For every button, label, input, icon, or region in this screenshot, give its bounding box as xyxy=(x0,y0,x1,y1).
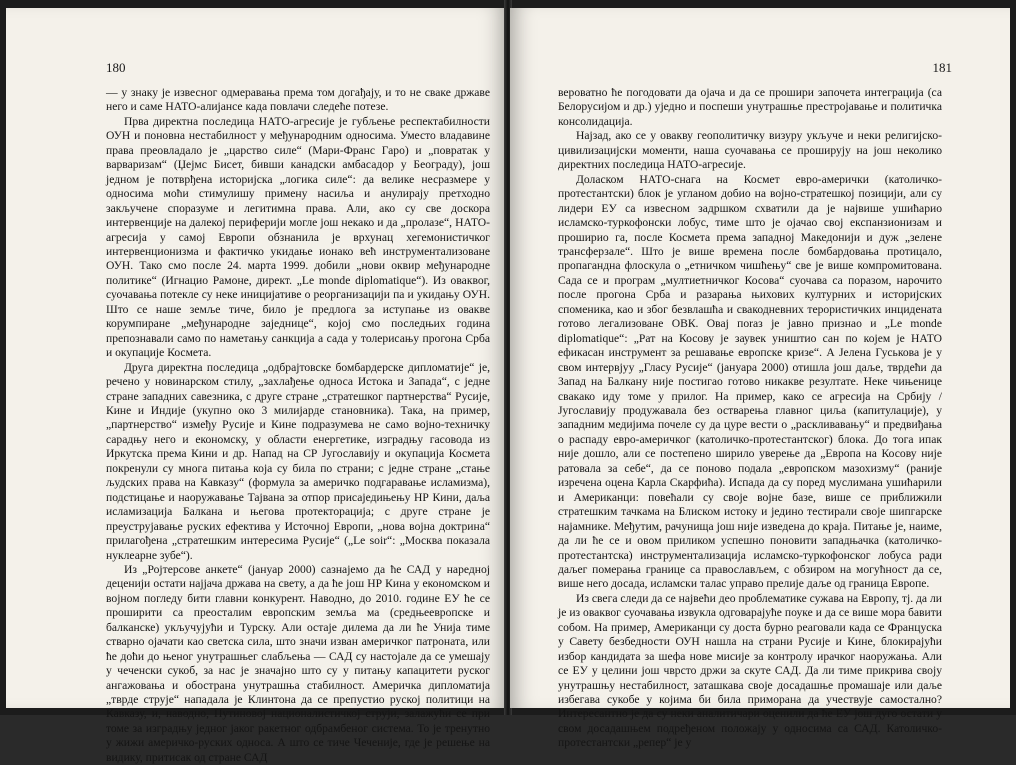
page-body xyxy=(558,86,942,751)
paragraph: Прва директна последица НАТО-агресије је губљење респектабилности ОУН и поновна нестабилност у међународним односима. Уместо владавине права преовладало је „царство силе“ (Мари-Франс Гаро) и „повратак у варваризам“ (Џејмс Бисет, бивши канадски амбасадор у Београду), још једном је потврђена историјска „логика силе“: да велике несразмере у односима моћи стимулишу примену насиља и анулирају претходно закључене споразуме и легитимна права. Али, ако су све доскора интервенције на далекој периферији могле још некако и да „пролазе“, НАТО-агресија у самој Европи обзнанила је врхунац хегемонистичког интервенционизма и фактичко укидање ионако већ инструментализоване ОУН. Тако смо после 24. марта 1999. добили „нови оквир међународне политике“ (Игнацио Рамоне, директ. „Le monde diplomatique“). Из оваквог, суочавања потекле су неке иницијативе о реорганизацији па и укидању ОУН. Што се наше земље тиче, било је предлога за иступање из овакве корумпиране „међународне заједнице“, којој смо последњих година препознавали само по наметању санкција а сада у толерисању прогона Срба и окупације Космета. xyxy=(106,114,490,360)
left-page xyxy=(6,8,506,764)
paragraph: Из свега следи да се највећи део проблематике сужава на Европу, тј. да ли је из оваквог суочавања извукла одговарајуће поуке и да се више мора бавити собом. На пример, Американци су доста бурно реаговали када се Француска у Савету безбедности ОУН нашла на страни Русије и Кине, блокирајући избор кандидата за шефа нове мисије за контролу ирачког наоружања. Али се ЕУ у целини још чврсто држи за скуте САД. Да ли тиме прикрива своју унутрашњу нестабилност, заташкава своје досадашње промашаје или даље избегава сукобе у којима би била приморана да учествује самостално? Интересантно је да су неки аналитичари оценили да ће ЕУ још дуго остати у свом досадашњем подређеном положају у односима са САД. Католичко-протестантски „репер“ је у xyxy=(558,591,942,750)
page-number: 181 xyxy=(932,60,952,75)
paragraph: Најзад, ако се у овакву геополитичку визуру укључе и неки религијско-цивилизацијски моменти, наша суочавања се проширују на још неколико директних последица НАТО-агресије. xyxy=(558,129,942,172)
paragraph: Друга директна последица „одбрајтовске бомбардерске дипломатије“ је, речено у новинарском стилу, „захлађење односа Истока и Запада“, с једне стране западних савезника, с друге стране „стратешког партнерства“ Русије, Кине и Индије (укупно око 3 милијарде становника). Така, на пример, „партнерство“ између Русије и Кине подразумева не само војно-техничку сарадњу него и економску, у области енергетике, изградњу гасовода из Иркутска према Кини и др. Напад на СР Југославију и окупација Космета покренули су многа питања која су била по страни; с једне стране „стање људских права на Кавказу“ (формула за америчко подгаравање исламизма), подстицање и наоружавање Тајвана за отпор присаједињењу НР Кини, даља исламизација Балкана и његова протекторација; с друге стране је преуструјавање руских ефектива у Источној Европи, „нова војна доктрина“ прилагођена „стратешким интересима Русије“ („Le soir“: „Москва показала нуклеарне зубе“). xyxy=(106,360,490,562)
right-page xyxy=(510,8,1010,750)
paragraph: Доласком НАТО-снага на Космет евро-амерички (католичко-протестантски) блок је угланом добио на војно-стратешкој позицији, али су лидери ЕУ са извесном задршком схватили да је највише ушићарио исламско-туркофонски лобус, тиме што је ојачао свој експанзионизам и проширио га, после Космета према западној Македонији и дуж „зелене трансферзале“. Што је више времена после бомбардовања протицало, пропагандна флоскула о „етничком чишћењу“ све је више компромитована. Сада се и програм „мултиетничког Косова“ суочава са поразом, нарочито после прогона Срба и разарања њихових културних и историјских споменика, као и због безвлашћа и свакодневних терористичких инцидената готово легализоване ОВК. Овај поraз је јавно признао и „Le monde diplomatique“: „Рат на Косову је заувек уништио сан по којем је НАТО ефикасан инструмент за решавање европске кризе“. А Јелена Гуськова је у свом интервјуу „Гласу Русије“ (јануара 2000) отишла још даље, тврдећи да Запад на Балкану није постигао готово никакве резултате. Неке чињенице свакако иду томе у прилог. На пример, како се агресија на Србију / Југославију продужавала без остварења главног циља (капитулације), у западним медијима почеле су да цуре вести о „раскливавању“ и предвиђања о распаду евро-америчког (католичко-протестантског) блока. До тога ипак није дошло, али се постепено ширило уверење да „Европа на Косову није ратовала за себе“, да се поново подала „европском мазохизму“ (раније изречена оцена Карла Скарфића). Испада да су поред муслимана ушићарили и Американци: повећали су своје војне базе, више се приближили стратешким тачкама на Блиском истоку и једино тестирали своје шипгарске најамнике. Међутим, рачунища још није изведена до краја. Питање је, наиме, да ли ће се и овом приликом успешно поновити западњачка (католичко-протестантска) инструментализација исламско-туркофонског лобуса ради даљег померања границе са православљем, с обзиром на могућност да се, више него досада, исламски талас управо прелије даље од граница Европе. xyxy=(558,172,942,591)
paragraph: Из „Ројтерсове анкете“ (јануар 2000) сазнајемо да ће САД у наредној деценији остати најјача држава на свету, а да ће још НР Кина у економском и војном погледу бити главни конкурент. Наводно, до 2010. године ЕУ ће се проширити са преосталим европским земља ма (средњеевропске и балканске) укључујући и Турску. Али остаје дилема да ли ће Унија тиме стварно ојачати као светска сила, што значи изван америчког патроната, или ће доћи до њеног унутрашњег слабљења — САД су настојале да се умешају у чеченски сукоб, за нас је значајно што су у питању капацитети руског ангажовања и обострана унутрашња стабилност. Америчка дипломатија „тврде струје“ нападала је Клинтона да се препустио руској политици на Кавказу, и, наводно, Путиновој националистичкој струји, залажући се при томе за изградњу једног јаког ракетног одбрамбеног система. То је тренутно у жижи америчко-руских односа. А што се тиче Чеченије, где је решење на видику, притисак од стране САД xyxy=(106,562,490,764)
paragraph: — у знаку је извесног одмеравања према том догађају, и то не сваке државе него и саме НАТО-алијансе када повлачи следеће потезе. xyxy=(106,86,490,114)
page-number: 180 xyxy=(106,60,126,75)
paragraph: вероватно ће погодовати да ојача и да се прошири започета интеграција (са Белорусијом и др.) уједно и поспеши унутрашње престројавање и политичка консолидација. xyxy=(558,86,942,128)
page-body xyxy=(106,86,490,765)
